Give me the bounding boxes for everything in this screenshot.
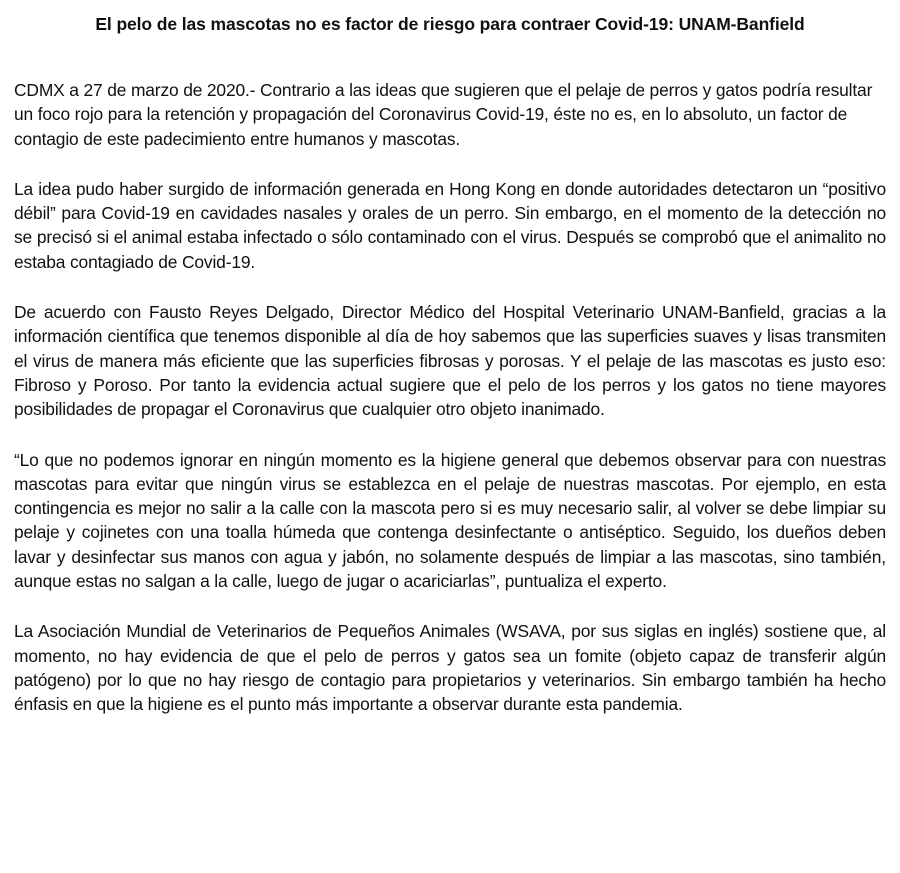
paragraph-fausto-reyes: De acuerdo con Fausto Reyes Delgado, Director Médico del Hospital Veterinario UNAM-Banfield, gracias a la información científica que tenemos disponible al día de hoy sabemos que las superficies suaves y lisas transmiten el virus de manera más eficiente que las superficies fibrosas y porosas. Y el pelaje de las mascotas es justo eso: Fibroso y Poroso. Por tanto la evidencia actual sugiere que el pelo de los perros y los gatos no tiene mayores posibilidades de propagar el Coronavirus que cualquier otro objeto inanimado. bbox=[14, 302, 886, 420]
document-page bbox=[14, 0, 886, 873]
paragraph-hong-kong: La idea pudo haber surgido de información generada en Hong Kong en donde autoridades detectaron un “positivo débil” para Covid-19 en cavidades nasales y orales de un perro. Sin embargo, en el momento de la detección no se precisó si el animal estaba infectado o sólo contaminado con el virus. Después se comprobó que el animalito no estaba contagiado de Covid-19. bbox=[14, 178, 886, 272]
document-title: El pelo de las mascotas no es factor de riesgo para contraer Covid-19: UNAM-Banfield bbox=[95, 14, 805, 34]
paragraph-quote-hygiene: “Lo que no podemos ignorar en ningún momento es la higiene general que debemos observar para con nuestras mascotas para evitar que ningún virus se establezca en el pelaje de nuestras mascotas. Por ejemplo, en esta contingencia es mejor no salir a la calle con la mascota pero si es muy necesario salir, al volver se debe limpiar su pelaje y cojinetes con una toalla húmeda que contenga desinfectante o antiséptico. Seguido, los dueños deben lavar y desinfectar sus manos con agua y jabón, no solamente después de limpiar a las mascotas, sino también, aunque estas no salgan a la calle, luego de jugar o acariciarlas”, puntualiza el experto. bbox=[14, 449, 886, 592]
paragraph-intro: CDMX a 27 de marzo de 2020.- Contrario a las ideas que sugieren que el pelaje de perros y gatos podría resultar un foco rojo para la retención y propagación del Coronavirus Covid-19, éste no es, en lo absoluto, un factor de contagio de este padecimiento entre humanos y mascotas. bbox=[14, 80, 873, 149]
paragraph-wsava: La Asociación Mundial de Veterinarios de Pequeños Animales (WSAVA, por sus siglas en inglés) sostiene que, al momento, no hay evidencia de que el pelo de perros y gatos sea un fomite (objeto capaz de transferir algún patógeno) por lo que no hay riesgo de contagio para propietarios y veterinarios. Sin embargo también ha hecho énfasis en que la higiene es el punto más importante a observar durante esta pandemia. bbox=[14, 621, 886, 715]
